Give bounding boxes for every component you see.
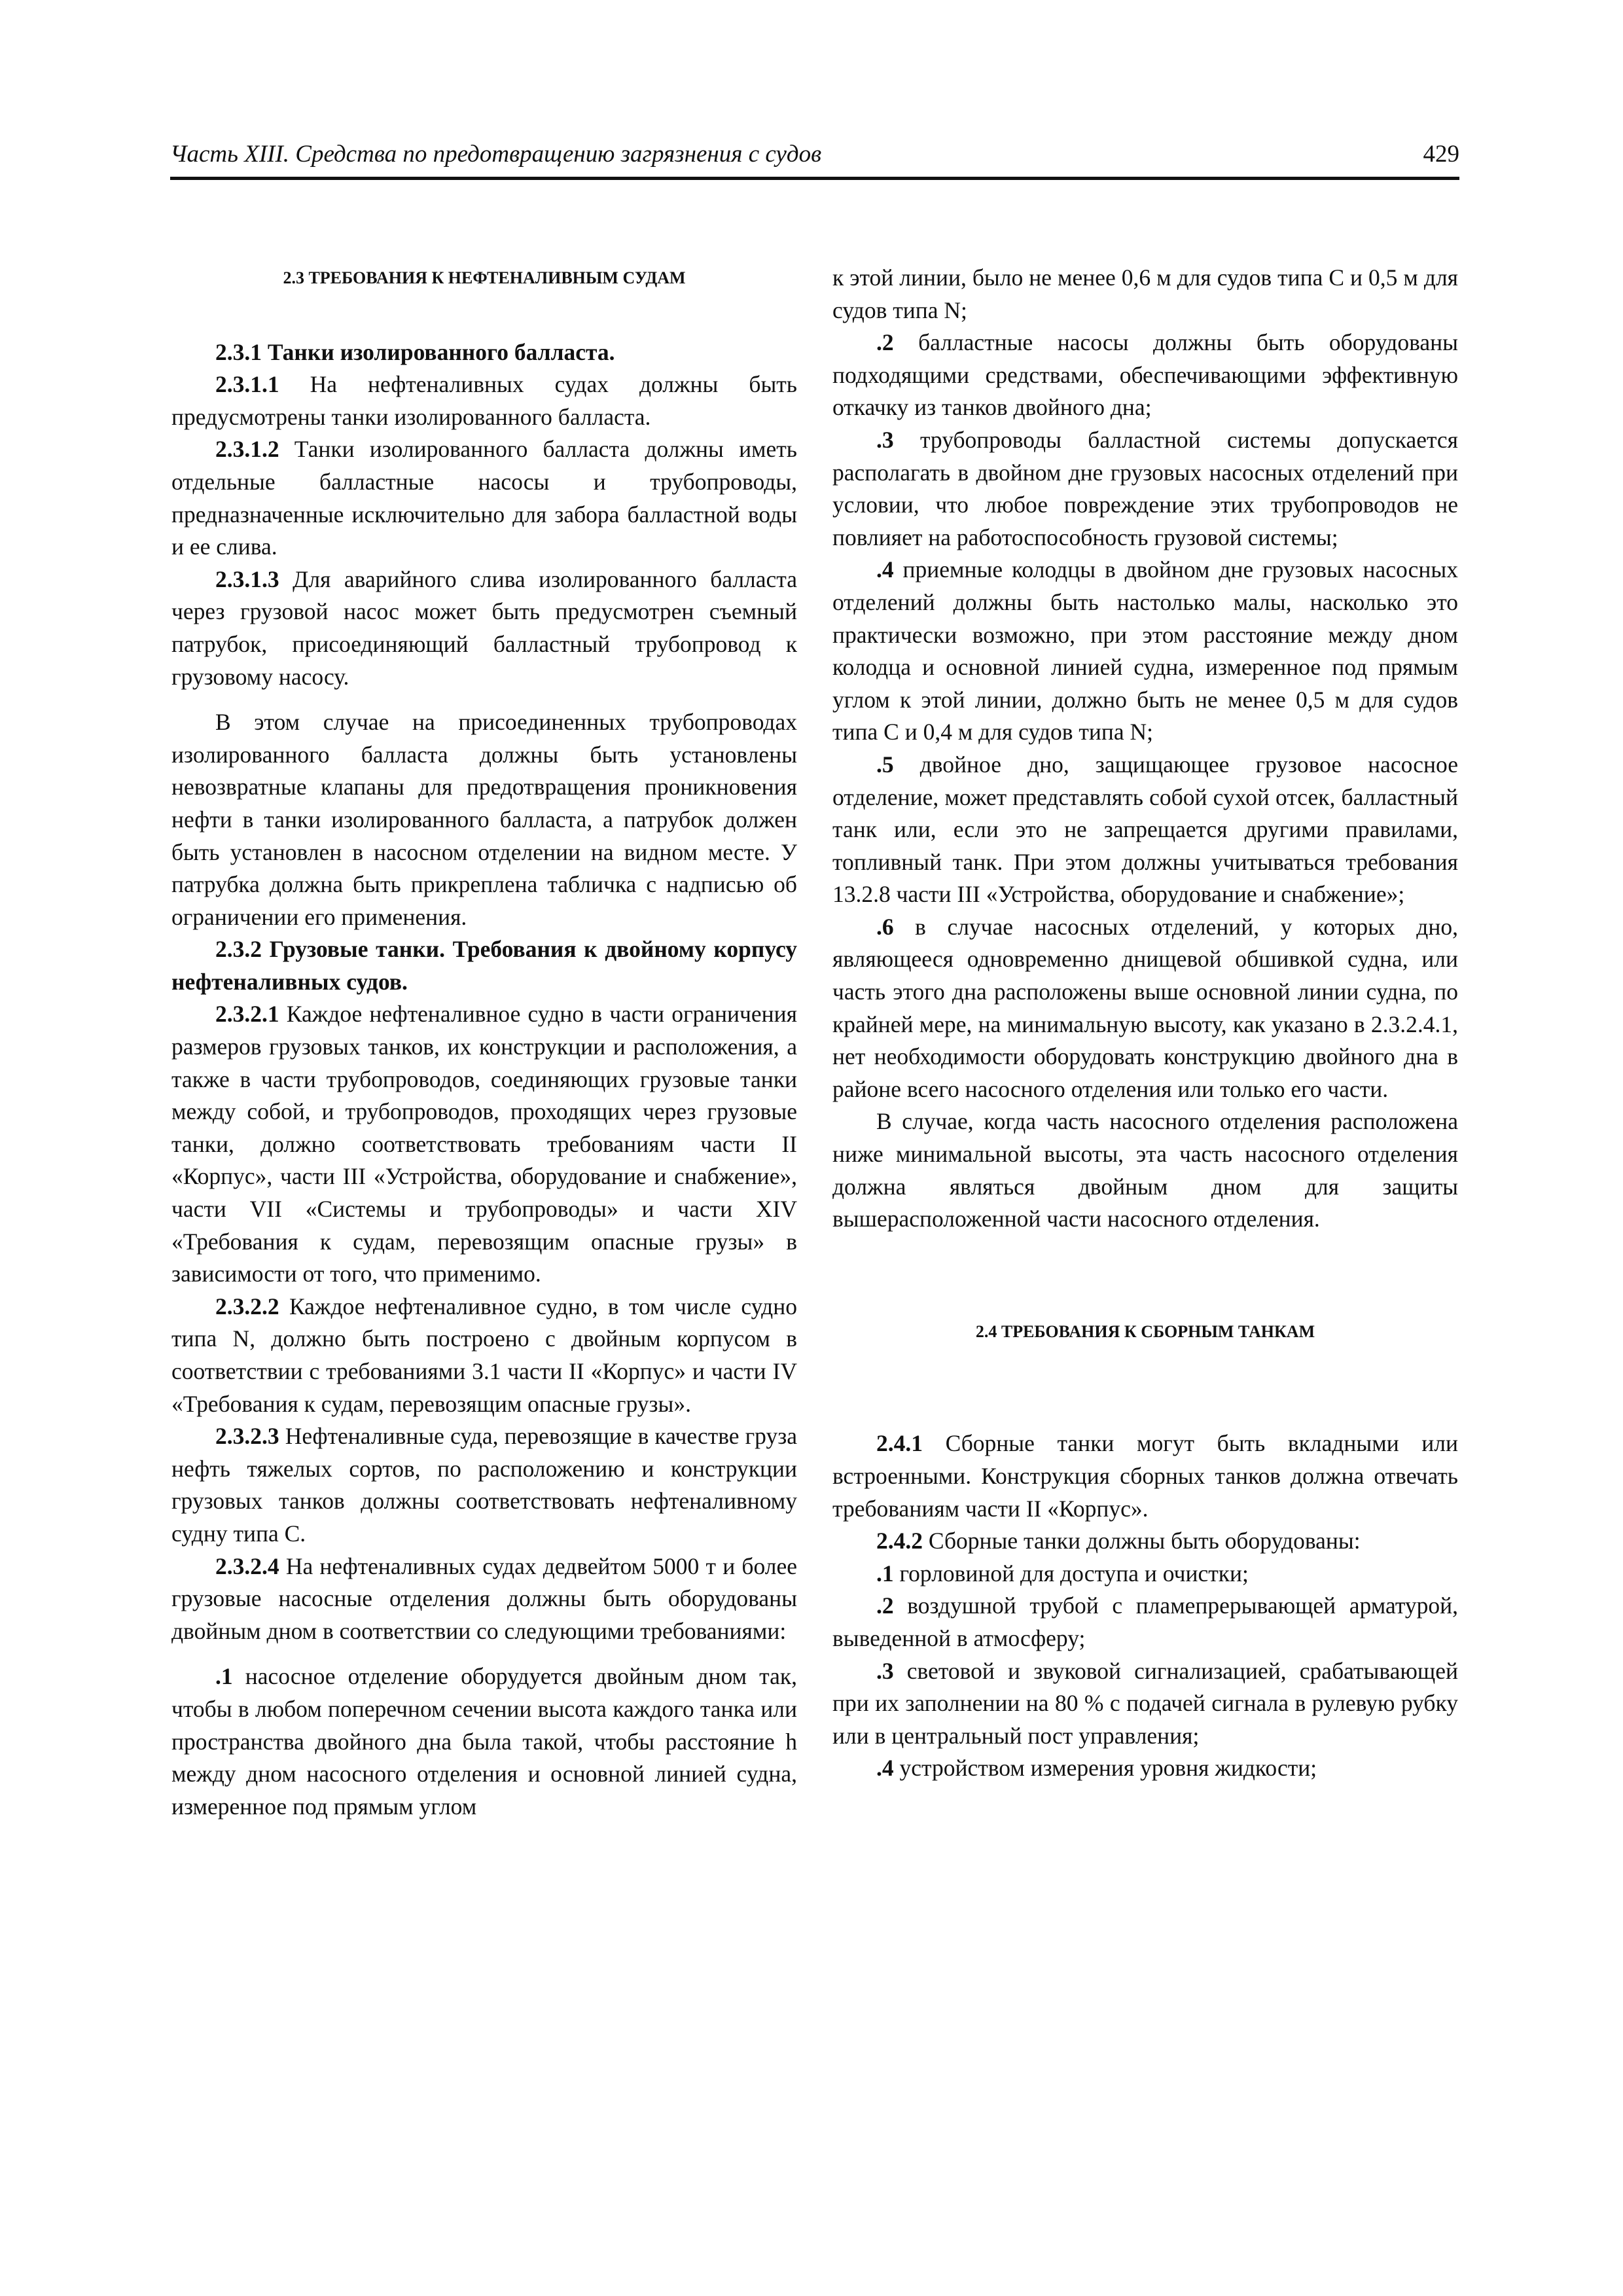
paragraph: 2.3.2.2 Каждое нефтеналивное судно, в том числе судно типа N, должно быть построено с двойным корпусом в соответствии с требованиями 3.1 части II «Корпус» и части IV «Требования к судам, перевозящим опасные грузы».: [171, 1293, 797, 1417]
running-title: Часть XIII. Средства по предотвращению загрязнения с судов: [170, 141, 822, 168]
paragraph: 2.3.1.1 На нефтеналивных судах должны быть предусмотрены танки изолированного балласта.: [171, 371, 797, 430]
list-item: .1 насосное отделение оборудуется двойным дном так, чтобы в любом поперечном сечении высота каждого танка или пространства двойного дна была такой, чтобы расстояние h между дном насосного отделения и основной линией судна, измеренное под прямым углом: [171, 1663, 797, 1820]
paragraph: 2.4.1 Сборные танки могут быть вкладными или встроенными. Конструкция сборных танков должна отвечать требованиям части II «Корпус».: [832, 1430, 1458, 1522]
subsection-heading: 2.3.2 Грузовые танки. Требования к двойному корпусу нефтеналивных судов.: [171, 936, 797, 995]
list-item: .2 балластные насосы должны быть оборудованы подходящими средствами, обеспечивающими эффективную откачку из танков двойного дна;: [832, 329, 1458, 421]
list-item: .4 устройством измерения уровня жидкости;: [876, 1755, 1317, 1782]
paragraph-continuation: к этой линии, было не менее 0,6 м для судов типа С и 0,5 м для судов типа N;: [832, 264, 1458, 323]
list-item: .3 световой и звуковой сигнализацией, срабатывающей при их заполнении на 80 % с подачей сигнала в рулевую рубку или в центральный пост управления;: [832, 1657, 1458, 1749]
paragraph: 2.3.2.3 Нефтеналивные суда, перевозящие в качестве груза нефть тяжелых сортов, по расположению и конструкции грузовых танков должны соответствовать нефтеналивному судну типа С.: [171, 1423, 797, 1547]
left-column: [171, 262, 797, 1823]
list-item: .2 воздушной трубой с пламепрерывающей арматурой, выведенной в атмосферу;: [832, 1592, 1458, 1651]
list-item: .4 приемные колодцы в двойном дне грузовых насосных отделений должны быть настолько малы, насколько это практически возможно, при этом расстояние между дном колодца и основной линией судна, измеренное под прямым углом к этой линии, должно быть не менее 0,5 м для судов типа С и 0,4 м для судов типа N;: [832, 556, 1458, 745]
page-number: 429: [1423, 141, 1459, 168]
list-item: .3 трубопроводы балластной системы допускается располагать в двойном дне грузовых насосных отделений при условии, что любое повреждение этих трубопроводов не повлияет на работоспособность грузовой системы;: [832, 426, 1458, 550]
paragraph: В этом случае на присоединенных трубопроводах изолированного балласта должны быть установлены невозвратные клапаны для предотвращения проникновения нефти в танки изолированного балласта, а патрубок должен быть установлен в насосном отделении на видном месте. У патрубка должна быть прикреплена табличка с надписью об ограничении его применения.: [171, 709, 797, 930]
paragraph: 2.3.1.3 Для аварийного слива изолированного балласта через грузовой насос может быть предусмотрен съемный патрубок, присоединяющий балластный трубопровод к грузовому насосу.: [171, 565, 797, 690]
list-item: .5 двойное дно, защищающее грузовое насосное отделение, может представлять собой сухой отсек, балластный танк или, если это не запрещается другими правилами, топливный танк. При этом должны учитываться требования 13.2.8 части III «Устройства, оборудование и снабжение»;: [832, 751, 1458, 908]
paragraph: В случае, когда часть насосного отделения расположена ниже минимальной высоты, эта часть насосного отделения должна являться двойным дном для защиты вышерасположенной части насосного отделения.: [832, 1108, 1458, 1232]
list-item: .1 горловиной для доступа и очистки;: [876, 1560, 1249, 1587]
section-heading: 2.3 ТРЕБОВАНИЯ К НЕФТЕНАЛИВНЫМ СУДАМ: [283, 268, 686, 287]
paragraph: 2.3.2.1 Каждое нефтеналивное судно в части ограничения размеров грузовых танков, их конструкции и расположения, а также в части трубопроводов, соединяющих грузовые танки между собой, и трубопроводов, проходящих через грузовые танки, должно соответствовать требованиям части II «Корпус», части III «Устройства, оборудование и снабжение», части VII «Системы и трубопроводы» и части XIV «Требования к судам, перевозящим опасные грузы» в зависимости от того, что применимо.: [171, 1001, 797, 1287]
paragraph: 2.3.1.2 Танки изолированного балласта должны иметь отдельные балластные насосы и трубопроводы, предназначенные исключительно для забора балластной воды и ее слива.: [171, 436, 797, 560]
paragraph: 2.3.2.4 На нефтеналивных судах дедвейтом 5000 т и более грузовые насосные отделения должны быть оборудованы двойным дном в соответствии со следующими требованиями:: [171, 1552, 797, 1644]
page-header: [170, 140, 1459, 180]
right-column: [832, 262, 1458, 1785]
list-item: .6 в случае насосных отделений, у которых дно, являющееся одновременно днищевой обшивкой судна, или часть этого дна расположены выше основной линии судна, по крайней мере, на минимальную высоту, как указано в 2.3.2.4.1, нет необходимости оборудовать конструкцию двойного дна в районе всего насосного отделения или только его части.: [832, 913, 1458, 1102]
subsection-heading: 2.3.1 Танки изолированного балласта.: [215, 338, 615, 365]
paragraph: 2.4.2 Сборные танки должны быть оборудованы:: [876, 1528, 1361, 1554]
section-heading: 2.4 ТРЕБОВАНИЯ К СБОРНЫМ ТАНКАМ: [975, 1321, 1315, 1341]
